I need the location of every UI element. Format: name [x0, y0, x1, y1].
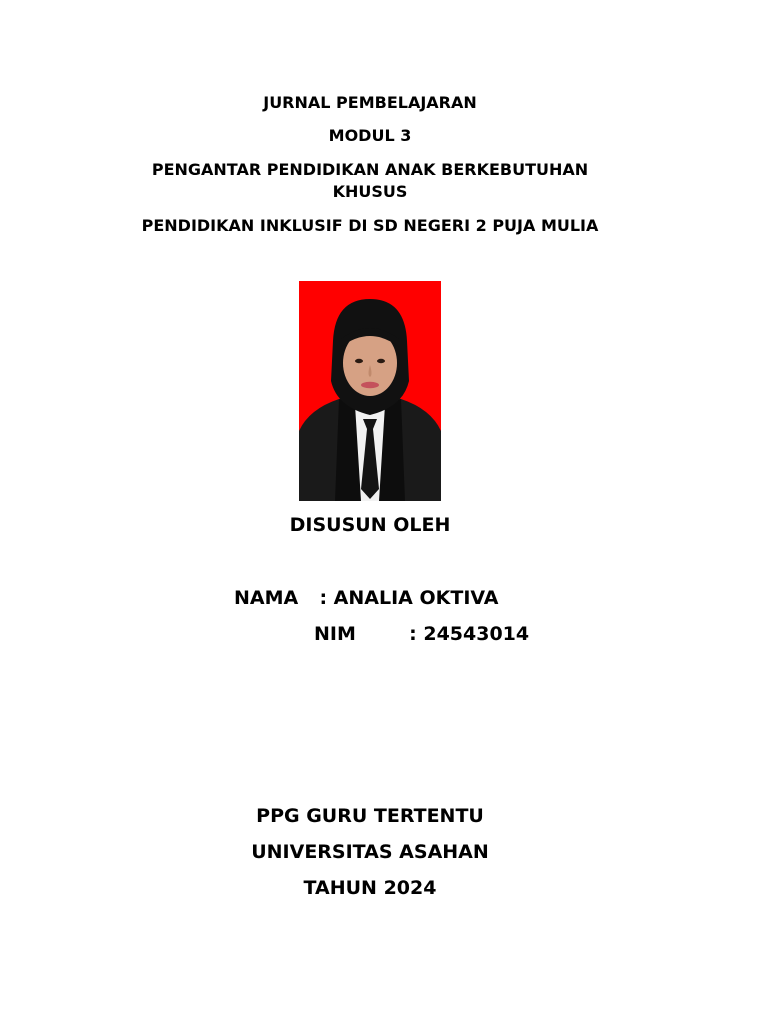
module-label: MODUL 3: [328, 126, 412, 145]
program-name: PPG GURU TERTENTU: [256, 805, 484, 827]
year-label: TAHUN 2024: [303, 877, 437, 899]
course-title-line-2: KHUSUS: [332, 182, 408, 201]
course-title-line-1: PENGANTAR PENDIDIKAN ANAK BERKEBUTUHAN: [151, 160, 589, 179]
author-photo: [299, 281, 441, 501]
topic-title: PENDIDIKAN INKLUSIF DI SD NEGERI 2 PUJA MULIA: [141, 216, 599, 235]
university-name: UNIVERSITAS ASAHAN: [251, 841, 489, 863]
nim-label: NIM: [314, 623, 356, 645]
nim-row: [314, 622, 529, 646]
nim-value: : 24543014: [409, 623, 530, 645]
compiled-by-heading: DISUSUN OLEH: [289, 514, 451, 536]
journal-title: JURNAL PEMBELAJARAN: [263, 93, 477, 112]
name-label: NAMA: [234, 587, 299, 609]
name-value: : ANALIA OKTIVA: [319, 587, 499, 609]
name-row: [234, 586, 499, 610]
